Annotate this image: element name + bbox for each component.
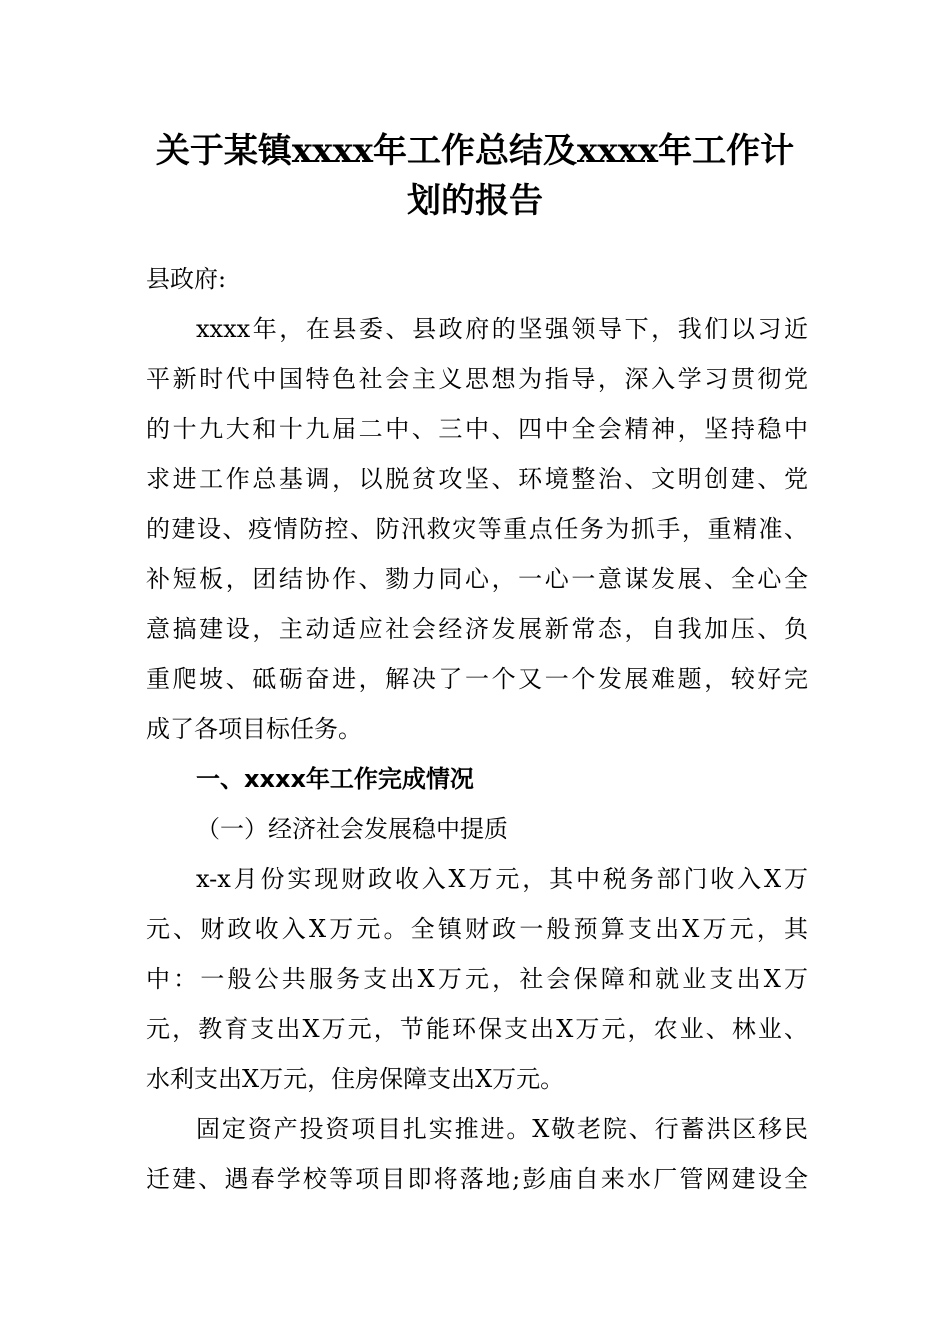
intro-line-8: 重爬坡、砥砺奋进，解决了一个又一个发展难题，较好完 <box>146 665 808 693</box>
intro-line-1: xxxx年，在县委、县政府的坚强领导下，我们以习近 <box>196 315 808 343</box>
finance-line-1: x-x月份实现财政收入X万元，其中税务部门收入X万 <box>196 865 808 893</box>
section-heading: 一、xxxx年工作完成情况 <box>196 765 474 793</box>
finance-line-3: 中：一般公共服务支出X万元，社会保障和就业支出X万 <box>146 965 808 993</box>
intro-line-5: 的建设、疫情防控、防汛救灾等重点任务为抓手，重精准、 <box>146 515 808 543</box>
intro-line-4: 求进工作总基调，以脱贫攻坚、环境整治、文明创建、党 <box>146 465 808 493</box>
finance-line-4: 元，教育支出X万元，节能环保支出X万元，农业、林业、 <box>146 1015 808 1043</box>
investment-line-1: 固定资产投资项目扎实推进。X敬老院、行蓄洪区移民 <box>196 1115 808 1143</box>
investment-paragraph <box>146 1104 808 1204</box>
investment-line-2: 迁建、遇春学校等项目即将落地;彭庙自来水厂管网建设全 <box>146 1165 808 1193</box>
intro-line-6: 补短板，团结协作、勠力同心，一心一意谋发展、全心全 <box>146 565 808 593</box>
finance-paragraph <box>146 854 808 1104</box>
finance-line-5: 水利支出X万元，住房保障支出X万元。 <box>146 1065 565 1093</box>
intro-line-9: 成了各项目标任务。 <box>146 715 362 743</box>
subsection-heading: （一）经济社会发展稳中提质 <box>196 815 508 843</box>
intro-paragraph <box>146 304 808 754</box>
intro-line-2: 平新时代中国特色社会主义思想为指导，深入学习贯彻党 <box>146 365 808 393</box>
title-line-2: 划的报告 <box>407 181 543 221</box>
title-line-1: 关于某镇xxxx年工作总结及xxxx年工作计 <box>155 131 795 171</box>
salutation: 县政府: <box>146 265 227 293</box>
document-body <box>146 254 808 1204</box>
intro-line-3: 的十九大和十九届二中、三中、四中全会精神，坚持稳中 <box>146 415 808 443</box>
intro-line-7: 意搞建设，主动适应社会经济发展新常态，自我加压、负 <box>146 615 808 643</box>
document-title <box>130 126 820 226</box>
finance-line-2: 元、财政收入X万元。全镇财政一般预算支出X万元，其 <box>146 915 808 943</box>
